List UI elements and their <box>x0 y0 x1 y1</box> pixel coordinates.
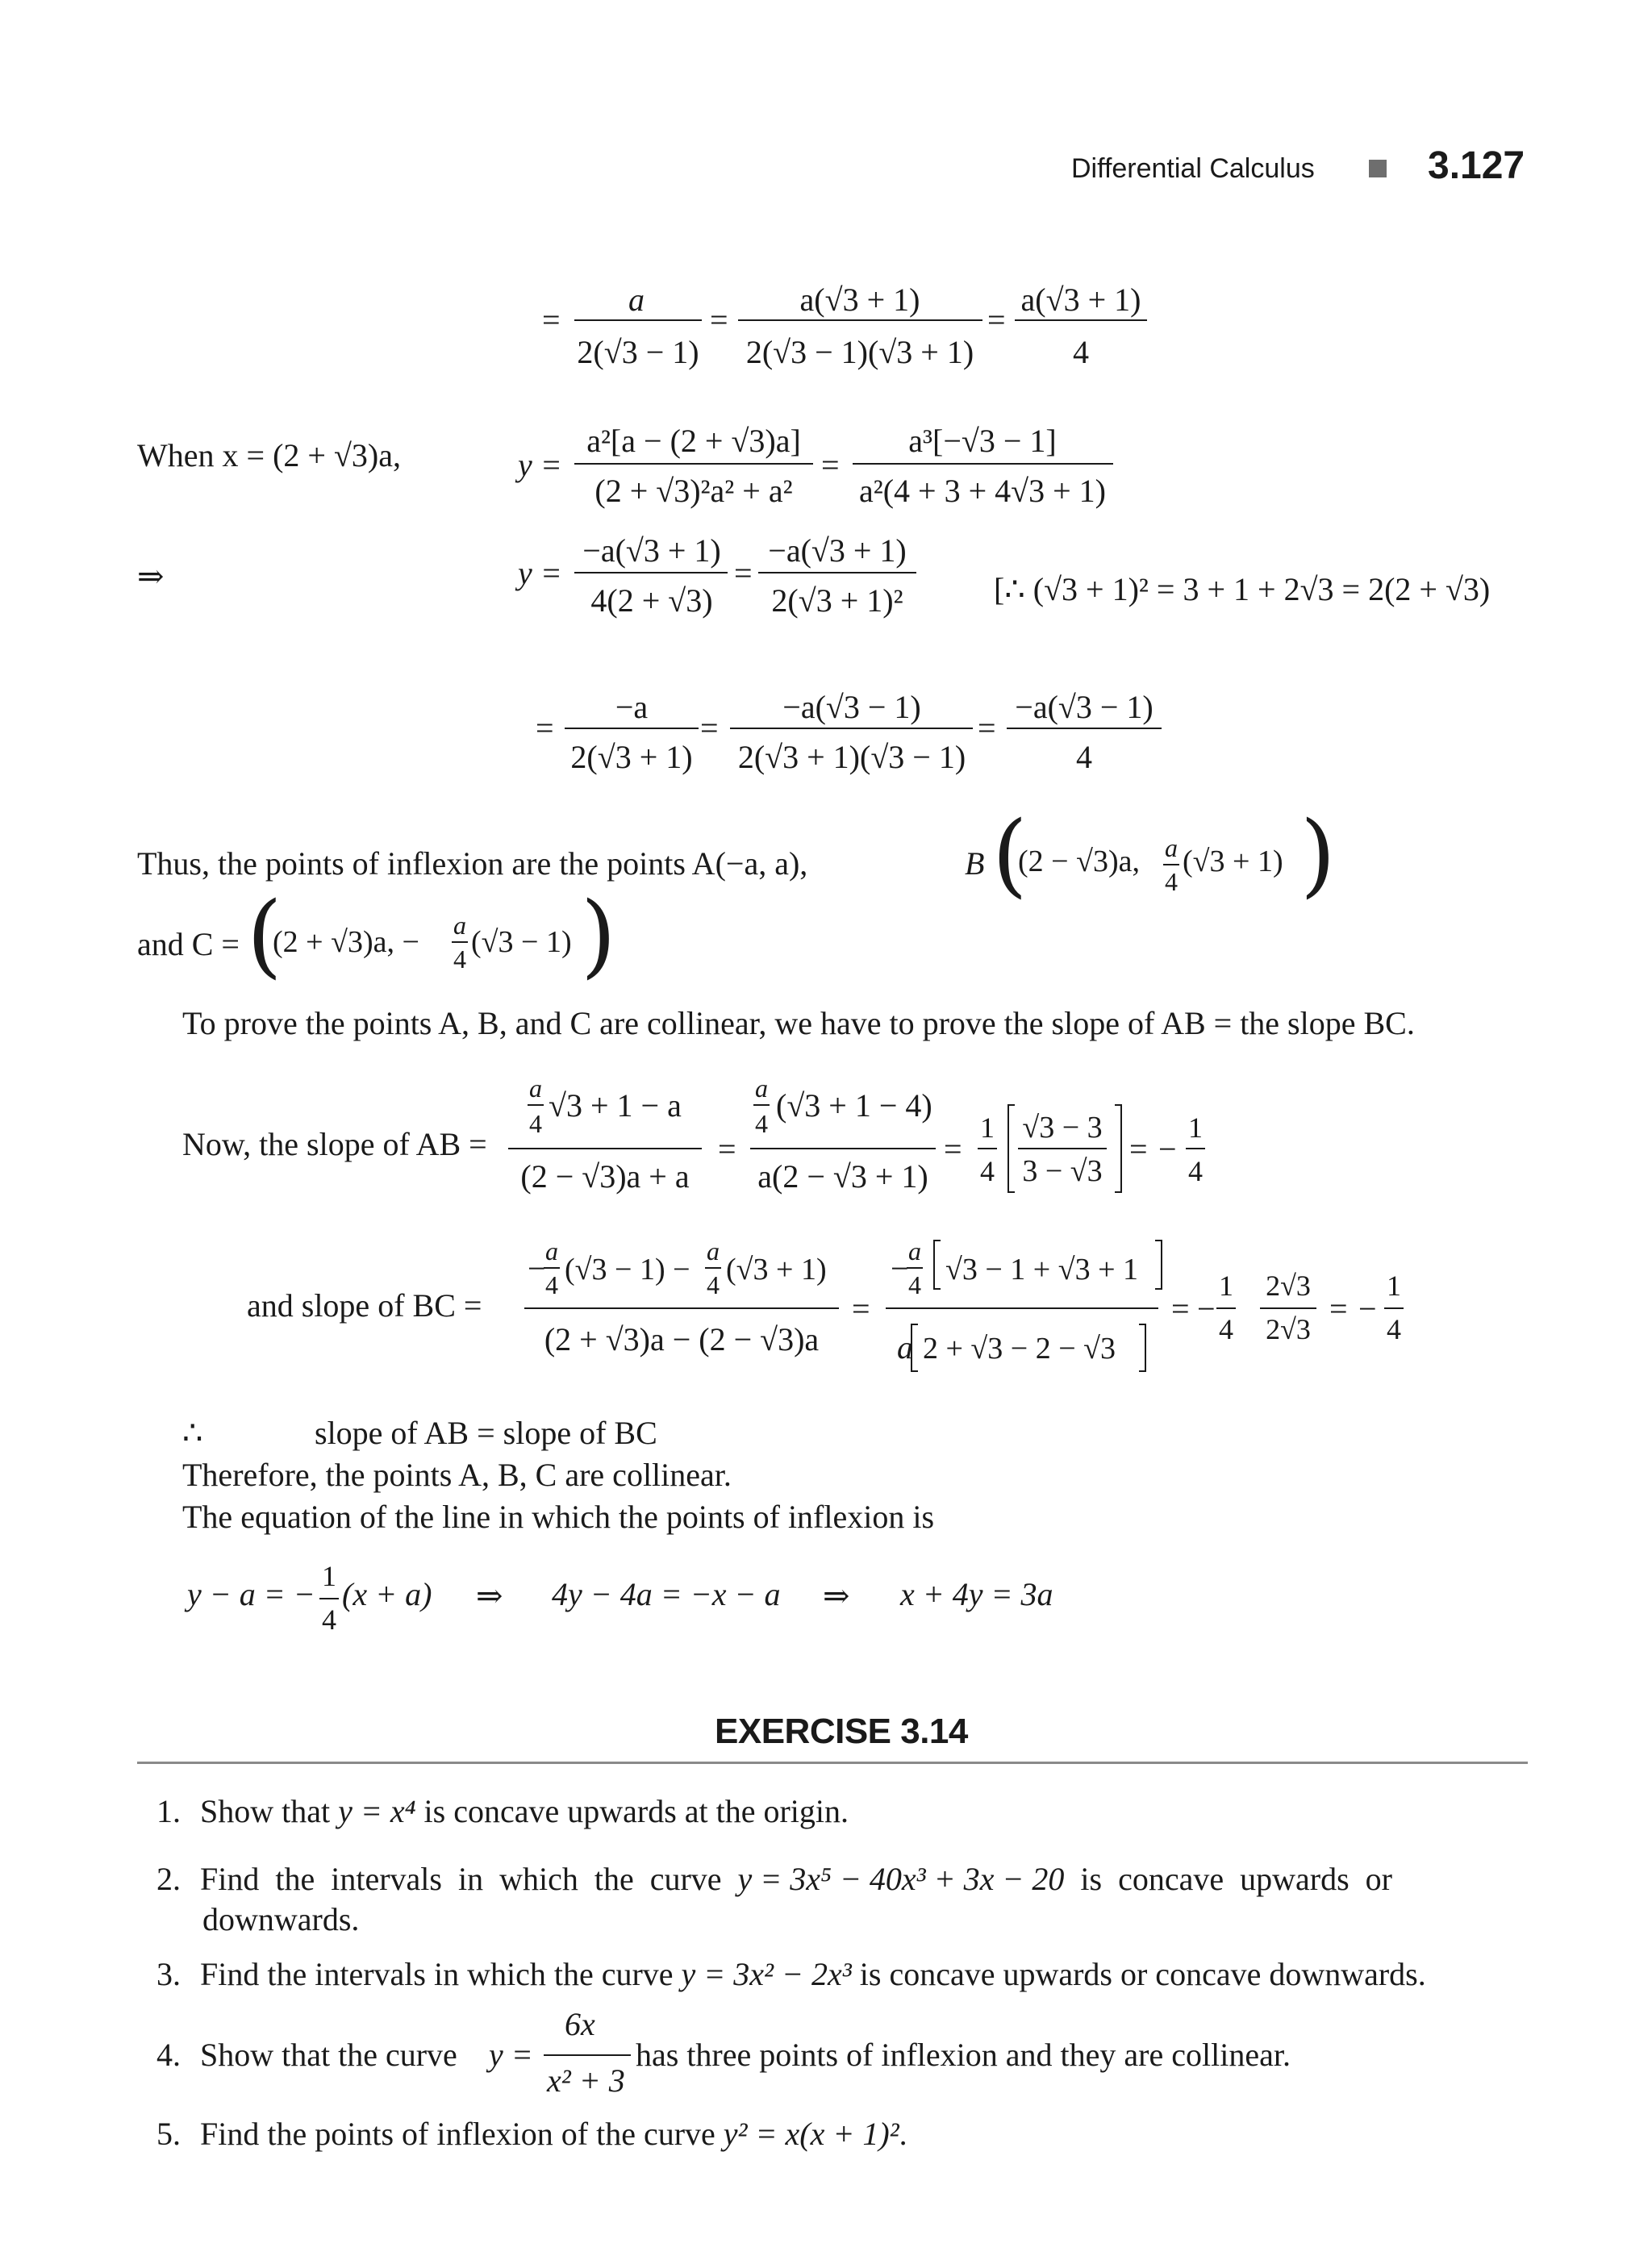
eq4-n3: −a(√3 − 1) <box>1015 689 1153 725</box>
item-4-text-b: has three points of inflexion and they are collinear. <box>636 2037 1291 2073</box>
item-math: y = 3x² − 2x³ <box>681 1956 852 1992</box>
item-text: is concave upwards at the origin. <box>415 1793 849 1829</box>
eq3-n2: −a(√3 + 1) <box>768 532 907 569</box>
ab-n1-frac-n: a <box>529 1074 542 1103</box>
item-number: 2. <box>156 1861 181 1897</box>
bc-f3-n: 1 <box>1219 1270 1233 1302</box>
exercise-rule <box>137 1762 1528 1764</box>
ab-d1: (2 − √3)a + a <box>520 1158 690 1195</box>
exercise-item-3 <box>156 1955 1426 1993</box>
eq2-n2: a³[−√3 − 1] <box>908 423 1057 459</box>
eq2-d1: (2 + √3)²a² + a² <box>594 473 793 509</box>
ab-res-n: 1 <box>1188 1111 1203 1144</box>
fraction-rule <box>1008 1105 1015 1192</box>
math-symbol: = <box>734 555 753 591</box>
line-eq-lhs: y − a = − <box>187 1576 315 1612</box>
math-symbol: − <box>528 1250 546 1286</box>
ab-f3-d: 4 <box>980 1155 995 1187</box>
eq1-n1: a <box>628 281 645 318</box>
b-frac-n: a <box>1165 833 1178 862</box>
eq4-n1: −a <box>615 689 649 725</box>
eq1-d3: 4 <box>1073 334 1089 370</box>
eq2-prefix: When x = (2 + √3)a, <box>137 437 401 473</box>
line-intro: The equation of the line in which the points of inflexion is <box>182 1499 935 1535</box>
fraction-rule <box>1139 1324 1145 1371</box>
b-frac-d: 4 <box>1165 867 1178 896</box>
eq3-note: [∴ (√3 + 1)² = 3 + 1 + 2√3 = 2(2 + √3) <box>994 571 1491 607</box>
eq1-d1: 2(√3 − 1) <box>577 334 699 370</box>
ab-n1-frac-d: 4 <box>529 1109 542 1138</box>
eq3-d2: 2(√3 + 1)² <box>771 582 903 619</box>
c-frac-n: a <box>453 911 466 940</box>
math-symbol: = <box>1171 1291 1190 1327</box>
ab-n2-frac-n: a <box>755 1074 768 1103</box>
ab-n2-rest: (√3 + 1 − 4) <box>776 1087 932 1124</box>
item-4-frac-n: 6x <box>565 2006 595 2042</box>
eq1-d2: 2(√3 − 1)(√3 + 1) <box>745 334 974 370</box>
fraction-rule <box>1115 1105 1121 1192</box>
line-eq-2: 4y − 4a = −x − a <box>552 1576 781 1612</box>
item-text: Show that <box>200 1793 339 1829</box>
eq2-lhs: y = <box>518 447 562 483</box>
b-last: (√3 + 1) <box>1183 844 1283 878</box>
item-number: 1. <box>156 1793 181 1829</box>
line-eq-frac-d: 4 <box>322 1603 336 1636</box>
math-symbol: = <box>978 710 996 746</box>
eq1-n2: a(√3 + 1) <box>799 281 920 318</box>
exercise-item-4 <box>156 2036 457 2074</box>
fraction-rule <box>934 1241 941 1289</box>
item-number: 3. <box>156 1956 181 1992</box>
item-text: Find the intervals in which the curve <box>200 1956 682 1992</box>
item-text: Show that the curve <box>200 2037 457 2073</box>
item-number: 4. <box>156 2037 181 2073</box>
eq3-lhs: y = <box>518 555 562 591</box>
item-text: is concave upwards or <box>1064 1861 1392 1897</box>
slope-ab-label: Now, the slope of AB = <box>182 1126 487 1162</box>
item-text: is concave upwards or concave downwards. <box>851 1956 1426 1992</box>
c-last: (√3 − 1) <box>471 925 572 959</box>
math-symbol: = <box>718 1131 736 1167</box>
item-4-frac-d: x² + 3 <box>547 2062 625 2099</box>
item-math: y = 3x⁵ − 40x³ + 3x − 20 <box>737 1861 1065 1897</box>
line-eq-rest: (x + a) <box>342 1576 432 1612</box>
item-math: y = x⁴ <box>338 1793 416 1829</box>
collinear-intro: To prove the points A, B, and C are collinear, we have to prove the slope of AB = the slope BC. <box>182 1005 1415 1041</box>
ab-n1-rest: √3 + 1 − a <box>549 1087 682 1124</box>
eq4-d1: 2(√3 + 1) <box>570 739 693 775</box>
exercise-item-5 <box>156 2115 907 2153</box>
bc-d1: (2 + √3)a − (2 − √3)a <box>544 1321 820 1357</box>
therefore-symbol: ∴ <box>182 1415 203 1451</box>
exercise-item-2 <box>156 1860 1392 1898</box>
eq2-n1: a²[a − (2 + √3)a] <box>586 423 801 459</box>
math-symbol: − <box>1197 1291 1216 1327</box>
c-frac-d: 4 <box>453 945 466 974</box>
bc-n2-frac-n: a <box>908 1236 921 1266</box>
math-symbol: = <box>821 447 840 483</box>
fraction-rule <box>1155 1241 1162 1289</box>
math-symbol: = <box>1129 1131 1148 1167</box>
bc-n1-text: (√3 − 1) − <box>565 1253 690 1286</box>
slope-eq: slope of AB = slope of BC <box>315 1415 657 1451</box>
bc-n1-frac-d: 4 <box>545 1270 558 1299</box>
line-eq-frac-n: 1 <box>322 1560 336 1592</box>
ab-res-sign: − <box>1158 1131 1177 1167</box>
arrow-2: ⇒ <box>823 1578 850 1614</box>
bc-n1-text2: (√3 + 1) <box>726 1253 827 1286</box>
bc-res-d: 4 <box>1387 1313 1401 1345</box>
ab-f3-n: 1 <box>980 1111 995 1144</box>
math-symbol: ( <box>247 883 282 988</box>
bc-n1-frac-n2: a <box>707 1236 720 1266</box>
section-title: Differential Calculus <box>1071 153 1315 184</box>
eq2-d2: a²(4 + 3 + 4√3 + 1) <box>858 473 1107 509</box>
thus-text: Thus, the points of inflexion are the points A(−a, a), <box>137 845 808 882</box>
math-symbol: = <box>536 710 554 746</box>
eq4-n2: −a(√3 − 1) <box>782 689 921 725</box>
math-symbol: − <box>1358 1291 1377 1327</box>
item-number: 5. <box>156 2116 181 2152</box>
eq4-d3: 4 <box>1076 739 1092 775</box>
math-symbol: ) <box>581 883 616 988</box>
bc-f4-d: 2√3 <box>1266 1313 1311 1345</box>
bc-n1-frac-n: a <box>545 1236 558 1266</box>
eq3-arrow: ⇒ <box>137 558 165 594</box>
bc-res-n: 1 <box>1387 1270 1401 1302</box>
bc-d2-bracket: 2 + √3 − 2 − √3 <box>923 1332 1116 1366</box>
math-symbol: = <box>852 1291 870 1327</box>
collinear-statement: Therefore, the points A, B, C are collinear. <box>182 1457 732 1493</box>
ab-bracket-n: √3 − 3 <box>1022 1111 1103 1145</box>
item-text: Find the intervals in which the curve <box>200 1861 738 1897</box>
math-symbol: = <box>987 302 1006 338</box>
ab-res-d: 4 <box>1188 1155 1203 1187</box>
eq3-n1: −a(√3 + 1) <box>582 532 721 569</box>
eq3-d1: 4(2 + √3) <box>590 582 713 619</box>
bc-f4-n: 2√3 <box>1266 1270 1311 1302</box>
item-text: . <box>899 2116 907 2152</box>
math-symbol: ( <box>992 803 1028 907</box>
math-symbol: ) <box>1300 803 1336 907</box>
line-eq-3: x + 4y = 3a <box>900 1576 1053 1612</box>
exercise-item-1 <box>156 1792 849 1830</box>
ab-bracket-d: 3 − √3 <box>1022 1154 1103 1188</box>
ab-n2-frac-d: 4 <box>755 1109 768 1138</box>
math-symbol: = <box>542 302 561 338</box>
exercise-item-2-line2: downwards. <box>202 1901 360 1937</box>
bc-d2-a: a <box>897 1329 913 1366</box>
item-text: Find the points of inflexion of the curve <box>200 2116 724 2152</box>
math-symbol: = <box>700 710 719 746</box>
page-number: 3.127 <box>1428 144 1525 187</box>
slope-bc-label: and slope of BC = <box>247 1287 482 1324</box>
eq4-d2: 2(√3 + 1)(√3 − 1) <box>737 739 966 775</box>
b-label: B <box>965 845 985 882</box>
math-symbol: = <box>1329 1291 1348 1327</box>
bc-n2-frac-d: 4 <box>908 1270 921 1299</box>
item-4-lhs: y = <box>489 2037 533 2073</box>
ab-d2: a(2 − √3 + 1) <box>757 1158 928 1195</box>
c-label: and C = <box>137 926 240 962</box>
math-symbol: = <box>944 1131 962 1167</box>
bc-n2-bracket: √3 − 1 + √3 + 1 <box>945 1253 1139 1286</box>
c-first: (2 + √3)a, − <box>273 925 419 959</box>
arrow-1: ⇒ <box>476 1578 503 1614</box>
math-symbol: − <box>891 1250 909 1286</box>
math-symbol: = <box>710 302 728 338</box>
eq1-n3: a(√3 + 1) <box>1020 281 1141 318</box>
item-math: y² = x(x + 1)² <box>723 2116 899 2152</box>
b-first: (2 − √3)a, <box>1018 844 1140 878</box>
bc-f3-d: 4 <box>1219 1313 1233 1345</box>
bc-n1-frac-d2: 4 <box>707 1270 720 1299</box>
exercise-title: EXERCISE 3.14 <box>715 1712 968 1751</box>
